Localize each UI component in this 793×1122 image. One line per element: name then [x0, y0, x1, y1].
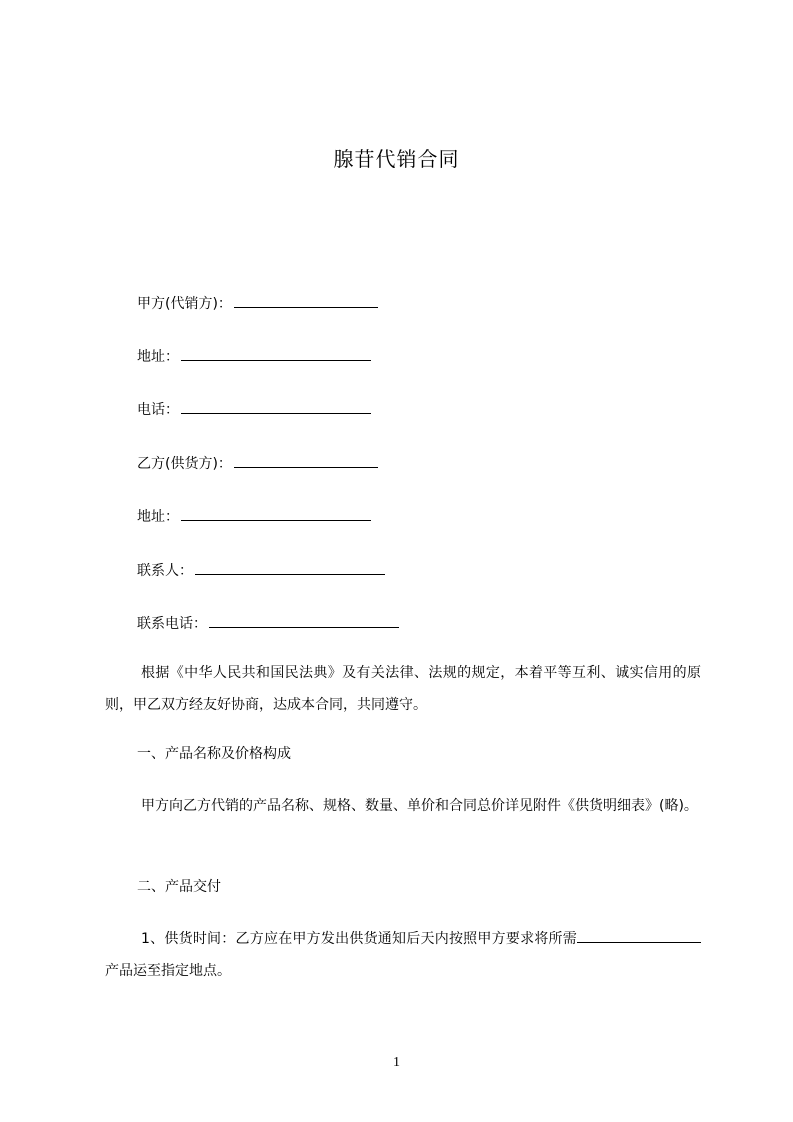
party-b-name-label: 乙方(供货方)：: [137, 456, 232, 472]
party-a-phone-label: 电话：: [137, 402, 179, 418]
section-1-heading: 一、产品名称及价格构成: [137, 746, 291, 762]
party-b-address-blank: [181, 505, 371, 521]
party-b-contact-label: 联系人：: [137, 563, 193, 579]
party-b-phone-blank: [209, 612, 399, 628]
party-b-phone-label: 联系电话：: [137, 616, 207, 632]
party-a-address-label: 地址：: [137, 349, 179, 365]
party-a-phone-field: [137, 398, 371, 420]
section-2-item-1-paragraph: [105, 923, 701, 987]
party-b-name-blank: [234, 452, 378, 468]
party-a-address-field: [137, 345, 371, 367]
party-b-address-field: [137, 505, 371, 527]
document-title: 腺苷代销合同: [333, 147, 460, 171]
section-2-item-1-blank-b: [613, 927, 701, 943]
party-a-address-blank: [181, 345, 371, 361]
party-b-phone-field: [137, 612, 399, 634]
party-b-name-field: [137, 452, 378, 474]
section-2-item-1-text-before: 1、供货时间：乙方应在甲方发出供货通知后天内按照甲方要求将所需: [141, 931, 577, 947]
party-a-name-field: [137, 292, 378, 314]
party-b-contact-blank: [195, 559, 385, 575]
section-1-paragraph: 甲方向乙方代销的产品名称、规格、数量、单价和合同总价详见附件《供货明细表》(略)。: [141, 798, 698, 814]
section-2-item-1-text-after: 产品运至指定地点。: [105, 963, 231, 979]
party-a-name-label: 甲方(代销方)：: [137, 296, 232, 312]
preamble-paragraph: 根据《中华人民共和国民法典》及有关法律、法规的规定，本着平等互利、诚实信用的原则，甲乙双方经友好协商，达成本合同，共同遵守。: [105, 665, 701, 713]
party-a-phone-blank: [181, 398, 371, 414]
party-b-contact-field: [137, 559, 385, 581]
party-b-address-label: 地址：: [137, 509, 179, 525]
page-number: 1: [393, 1055, 400, 1070]
section-2-heading: 二、产品交付: [137, 879, 221, 895]
party-a-name-blank: [234, 292, 378, 308]
